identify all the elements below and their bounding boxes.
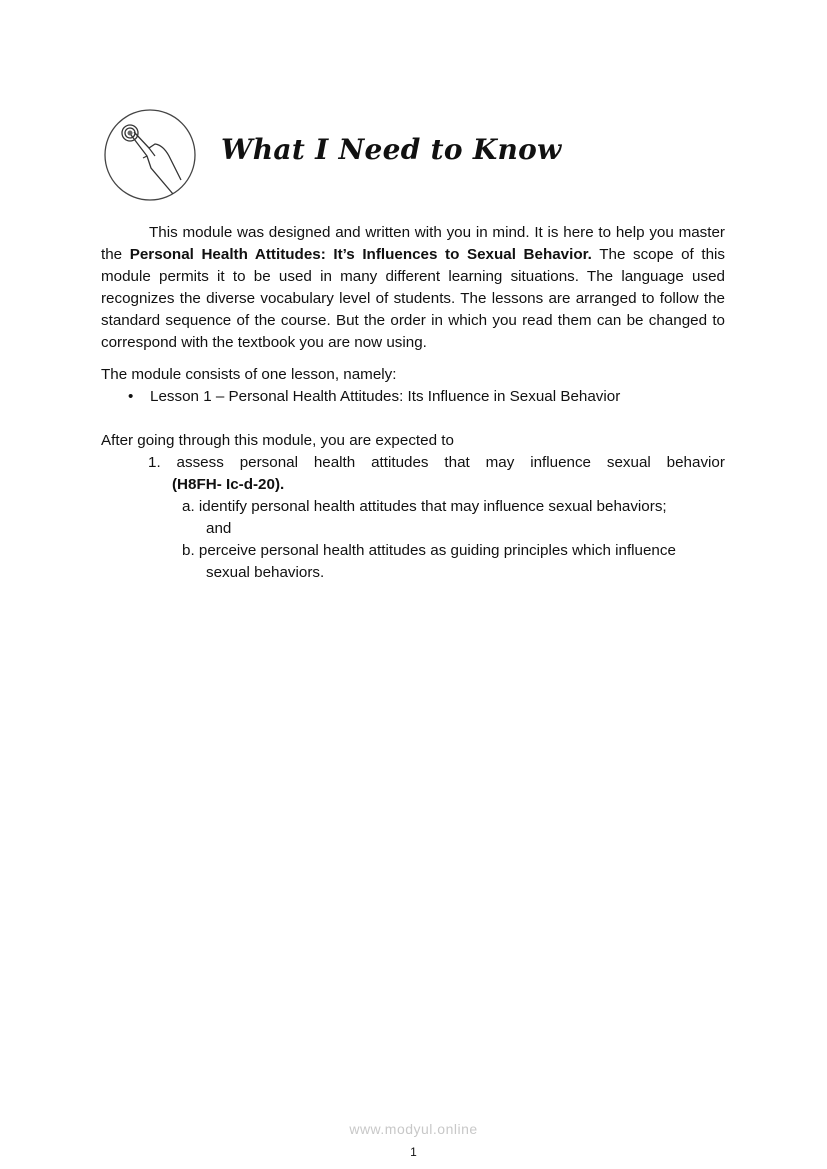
sub-text: perceive personal health attitudes as guiding principles which influence xyxy=(198,542,676,559)
page-content xyxy=(101,222,725,584)
objective-word: may xyxy=(485,454,515,471)
objective-word: behavior xyxy=(666,454,725,471)
intro-paragraph xyxy=(101,222,725,354)
pointing-hand-icon xyxy=(103,108,197,202)
intro-text-rest: The scope of this module permits it to be used in many different learning situations. The language used recognizes the diverse vocabulary level of students. The lessons are arranged to follow the standard sequence of the course. But the order in which you read them can be changed to correspond with the textbook you are now using. xyxy=(101,246,725,351)
lesson-item xyxy=(128,386,725,408)
sub-objective-b xyxy=(182,540,727,584)
sub-text: identify personal health attitudes that may influence sexual behaviors; xyxy=(198,498,667,515)
intro-text: This module was designed and written with you in mind. It is here to help you master the xyxy=(101,224,725,263)
sub-text-cont: and xyxy=(206,520,232,537)
lessons-intro: The module consists of one lesson, namely: xyxy=(101,366,397,383)
lesson-label: Lesson 1 – Personal Health Attitudes: Its Influence in Sexual Behavior xyxy=(150,388,621,405)
watermark: www.modyul.online xyxy=(349,1121,478,1137)
sub-label: a. xyxy=(182,498,195,515)
objectives-intro: After going through this module, you are expected to xyxy=(101,432,454,449)
sub-label: b. xyxy=(182,542,195,559)
objective-word: health xyxy=(313,454,356,471)
sub-text-cont: sexual behaviors. xyxy=(206,564,325,581)
objective-word: influence xyxy=(530,454,591,471)
module-title: Personal Health Attitudes: It’s Influences to Sexual Behavior. xyxy=(129,246,592,263)
bullet: • xyxy=(128,388,134,405)
competency-code: (H8FH- Ic-d-20). xyxy=(172,476,285,493)
objective-word: personal xyxy=(239,454,298,471)
objective-number: 1. xyxy=(148,454,161,471)
page-title: What I Need to Know xyxy=(221,133,562,166)
objective-word: assess xyxy=(176,454,224,471)
objective-word: attitudes xyxy=(371,454,429,471)
page-number: 1 xyxy=(410,1145,417,1159)
objective-word: that xyxy=(444,454,470,471)
objective-1 xyxy=(148,452,725,496)
sub-objective-a xyxy=(182,496,727,540)
objective-word: sexual xyxy=(606,454,651,471)
